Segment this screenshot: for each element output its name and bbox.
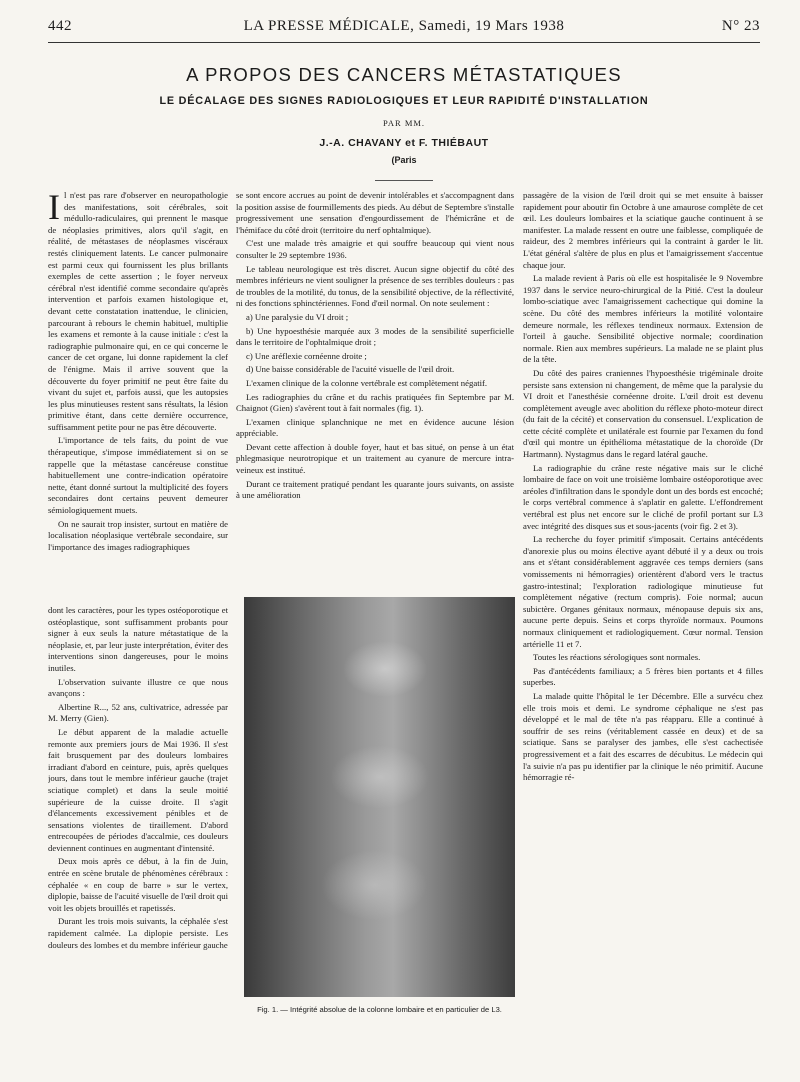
byline-prefix: PAR MM.	[382, 118, 426, 128]
paragraph: C'est une malade très amaigrie et qui souffre beaucoup qui vient nous consulter le 29 septembre 1936.	[236, 238, 514, 260]
article-title: A PROPOS DES CANCERS MÉTASTATIQUES	[186, 64, 622, 85]
paragraph: Durant ce traitement pratiqué pendant les quarante jours suivants, on assiste à une amélioration	[236, 478, 514, 501]
article-subtitle: LE DÉCALAGE DES SIGNES RADIOLOGIQUES ET LEUR RAPIDITÉ D'INSTALLATION	[159, 95, 649, 107]
paragraph: On ne saurait trop insister, surtout en matière de localisation néoplasique vertébrale secondaire, sur l'importance des images radiographiques	[48, 518, 228, 552]
paragraph: Durant les trois mois suivants, la céphalée s'est rapidement calmée. La diplopie persiste. Les douleurs des lombes et du membre inférieur gauche	[48, 916, 228, 950]
column-1-bottom	[48, 605, 228, 1065]
paragraph: Deux mois après ce début, à la fin de Juin, entrée en scène brutale de phénomènes cérébraux : céphalée « en coup de barre » sur le vertex, diplopie, baisse de l'acuité visuelle de l'œil droit qui voit les objets brouillés et rapetissés.	[48, 856, 228, 913]
paragraph: L'examen clinique splanchnique ne met en évidence aucune lésion appréciable.	[236, 416, 514, 439]
paragraph: Les radiographies du crâne et du rachis pratiquées fin Septembre par M. Chaignot (Gien) s'avèrent tout à fait normales (fig. 1).	[236, 391, 514, 414]
paragraph: b) Une hypoesthésie marquée aux 3 modes de la sensibilité superficielle dans le territoire de l'ophtalmique droit ;	[236, 325, 514, 348]
paragraph: L'examen clinique de la colonne vertébrale est complètement négatif.	[246, 377, 488, 388]
paragraph: La radiographie du crâne reste négative mais sur le cliché lombaire de face on voit une troisième lombaire ostéoporotique avec aréoles d'infiltration dans le spondyle dont un des bords est encoché; le corps vertébral commence à s'aplatir en galette. L'effondrement vertébral est plus net encore sur le cliché de profil portant sur L3 avec intégrité des disques sus et sous-jacents (voir fig. 2 et 3).	[523, 462, 763, 531]
paragraph: Toutes les réactions sérologiques sont normales.	[533, 652, 701, 663]
title-separator	[375, 180, 433, 181]
figure-caption: Fig. 1. — Intégrité absolue de la colonne lombaire et en particulier de L3.	[257, 1005, 502, 1014]
paragraph: L'observation suivante illustre ce que nous avançons :	[48, 676, 228, 699]
authors: J.-A. CHAVANY et F. THIÉBAUT	[319, 137, 489, 149]
page-number: 442	[48, 18, 72, 34]
column-3	[523, 190, 763, 1065]
publication-line: LA PRESSE MÉDICALE, Samedi, 19 Mars 1938	[243, 18, 565, 34]
paragraph: d) Une baisse considérable de l'acuité visuelle de l'œil droit.	[246, 364, 455, 375]
xray-figure	[244, 597, 515, 997]
column-1-top	[48, 190, 228, 605]
paragraph: Devant cette affection à double foyer, haut et bas situé, on pense à un état phlegmasique neurotropique et un traitement au cyanure de mercure intra-veineux est institué.	[236, 441, 514, 476]
paragraph: se sont encore accrues au point de devenir intolérables et s'accompagnent dans la position assise de fourmillements des pieds. Au début de Septembre s'installe progressivement une sensation d'engourdissement de l'hémicrâne et de l'hémiface du côté droit (territoire du nerf ophtalmique).	[236, 190, 514, 235]
issue-number: N° 23	[721, 18, 760, 34]
author-city: (Paris	[391, 155, 417, 165]
paragraph: Le début apparent de la maladie actuelle remonte aux premiers jours de Mai 1936. Il s'est fait brusquement par des douleurs lombaires irradiant d'abord en ceinture, puis, après quelques jours, dans tout le membre inférieur gauche (trajet sciatique complet) et dans la seule moitié supérieure de la cuisse droite. Il s'agit d'élancements excessivement pénibles et de sensations violentes de tiraillement. D'abord entrecoupées de périodes d'accalmie, ces douleurs deviennent continues en augmentant d'intensité.	[48, 726, 228, 853]
paragraph: La recherche du foyer primitif s'imposait. Certains antécédents d'anorexie plus ou moins élective ayant débuté il y a deux ou trois ans et s'étant considérablement aggravée ces temps derniers (sans vomissements ni hémorragies) orientèrent d'abord vers le tractus gastro-intestinal; l'exploration radiologique minutieuse fut complètement négative (rectum compris). Foie normal; aucun subictère. Organes génitaux normaux, ménopause depuis six ans, aucune perte depuis. Seins et corps thyroïde normaux. Poumons normaux cliniquement et radiologiquement. Cœur normal. Tension artérielle 11 et 7.	[523, 534, 763, 649]
paragraph: Il n'est pas rare d'observer en neuropathologie des manifestations, soit cérébrales, soit médullo-radiculaires, qui prennent le masque de néoplasies primitives, alors qu'il s'agit, en réalité, de métastases de néoplasmes viscéraux restés cliniquement latents. Le cancer pulmonaire est parmi ceux qui fournissent les plus brillants exemples de cette assertion ; le foyer nerveux cérébral n'est identifié comme secondaire qu'après intervention et parfois examen histologique et, devant cette constatation inattendue, le clinicien, parcourant à rebours le chemin habituel, multiplie les examens et remonte à la cause initiale : c'est la radiographie pulmonaire qui, en ce qui concerne le cancer de cet organe, lui donne rapidement la clef de l'énigme. Mais il arrive souvent que la découverte du foyer primitif ne peut être faite du vivant du sujet et, parfois aussi, que les autopsies les plus minutieuses restent sans résultats, la lésion primitive étant, dans cette dernière occurrence, suffisamment petite pour ne pas être découverte.	[48, 190, 228, 432]
paragraph: Du côté des paires craniennes l'hypoesthésie trigéminale droite persiste sans extension ni changement, de même que la paralysie du VI droit et l'anesthésie cornéenne droite. L'œil droit est devenu complètement aveugle avec abolition du réflexe photo-moteur direct (du fait de la cécité) et conservation du consensuel. L'explication de cette cécité complète et unilatérale est fournie par l'examen du fond d'œil qui montre un épithélioma métastatique de la choroïde (Dr Hartmann). Nystagmus dans le regard latéral gauche.	[523, 367, 763, 460]
paragraph: Albertine R..., 52 ans, cultivatrice, adressée par M. Merry (Gien).	[48, 701, 228, 724]
paragraph: La malade quitte l'hôpital le 1er Décembre. Elle a survécu chez elle trois mois et demi. Le syndrome céphalique ne s'est pas développé et le mal de tête n'a pas réapparu. Elle a continué à souffrir de ses reins (véritablement cassée en deux) et de sa sciatique. Sans se paralyser des jambes, elle s'est cachectisée progressivement et a fait des escarres de décubitus. Le médecin qui l'a suivie n'a pas pu identifier par la clinique le néo primitif. Aucune hémorragie ré-	[523, 690, 763, 783]
column-2	[236, 190, 514, 595]
paragraph: La malade revient à Paris où elle est hospitalisée le 9 Novembre 1937 dans le service neuro-chirurgical de la Pitié. C'est la douleur lombo-sciatique avec l'amaigrissement cachectique qui domine la scène. Du côté des membres inférieurs la motilité volontaire demeure normale, les réflexes tendineux normaux. Extension de l'orteil à gauche. Sensibilité objective normale; coordination normale. Rien aux membres supérieurs. La malade ne se plaint plus de la tête.	[523, 273, 763, 365]
paragraph: Pas d'antécédents familiaux; a 5 frères bien portants et 4 filles superbes.	[523, 665, 763, 688]
paragraph: passagère de la vision de l'œil droit qui se met ensuite à baisser rapidement pour aboutir fin Octobre à une amaurose complète de cet œil. Les douleurs lombaires et la sciatique gauche continuent à se manifester. La malade ressent en outre une faiblesse, compliquée de raideur, des 2 membres inférieurs qui la contraint à garder le lit. L'état général s'altère de plus en plus et l'amaigrissement s'accentue chaque jour.	[523, 190, 763, 270]
paragraph: Le tableau neurologique est très discret. Aucun signe objectif du côté des membres inférieurs ne vient souligner la présence de ses terribles douleurs : pas de troubles de la motilité, du tonus, de la sensibilité objective, de la réflectivité, ni des fonctions sphinctériennes. Fond d'œil normal. On note seulement :	[236, 263, 514, 309]
paragraph: L'importance de tels faits, du point de vue thérapeutique, s'impose immédiatement si on se rappelle que la métastase cancéreuse constitue habituellement une contre-indication opératoire nette, étant donné surtout la multiplicité des foyers secondaires dont certains peuvent demeurer sémiologiquement muets.	[48, 435, 228, 516]
paragraph: dont les caractères, pour les types ostéoporotique et ostéoplastique, sont suffisamment probants pour signer à eux seuls la nature métastatique de la néoplasie, et, par leur juste interprétation, éviter des interventions sinon dangereuses, pour le moins inutiles.	[48, 605, 228, 673]
running-header	[48, 18, 760, 40]
paragraph: a) Une paralysie du VI droit ;	[246, 311, 349, 322]
paragraph: c) Une aréflexie cornéenne droite ;	[246, 350, 367, 361]
header-rule	[48, 42, 760, 43]
drop-cap: I	[48, 190, 60, 227]
